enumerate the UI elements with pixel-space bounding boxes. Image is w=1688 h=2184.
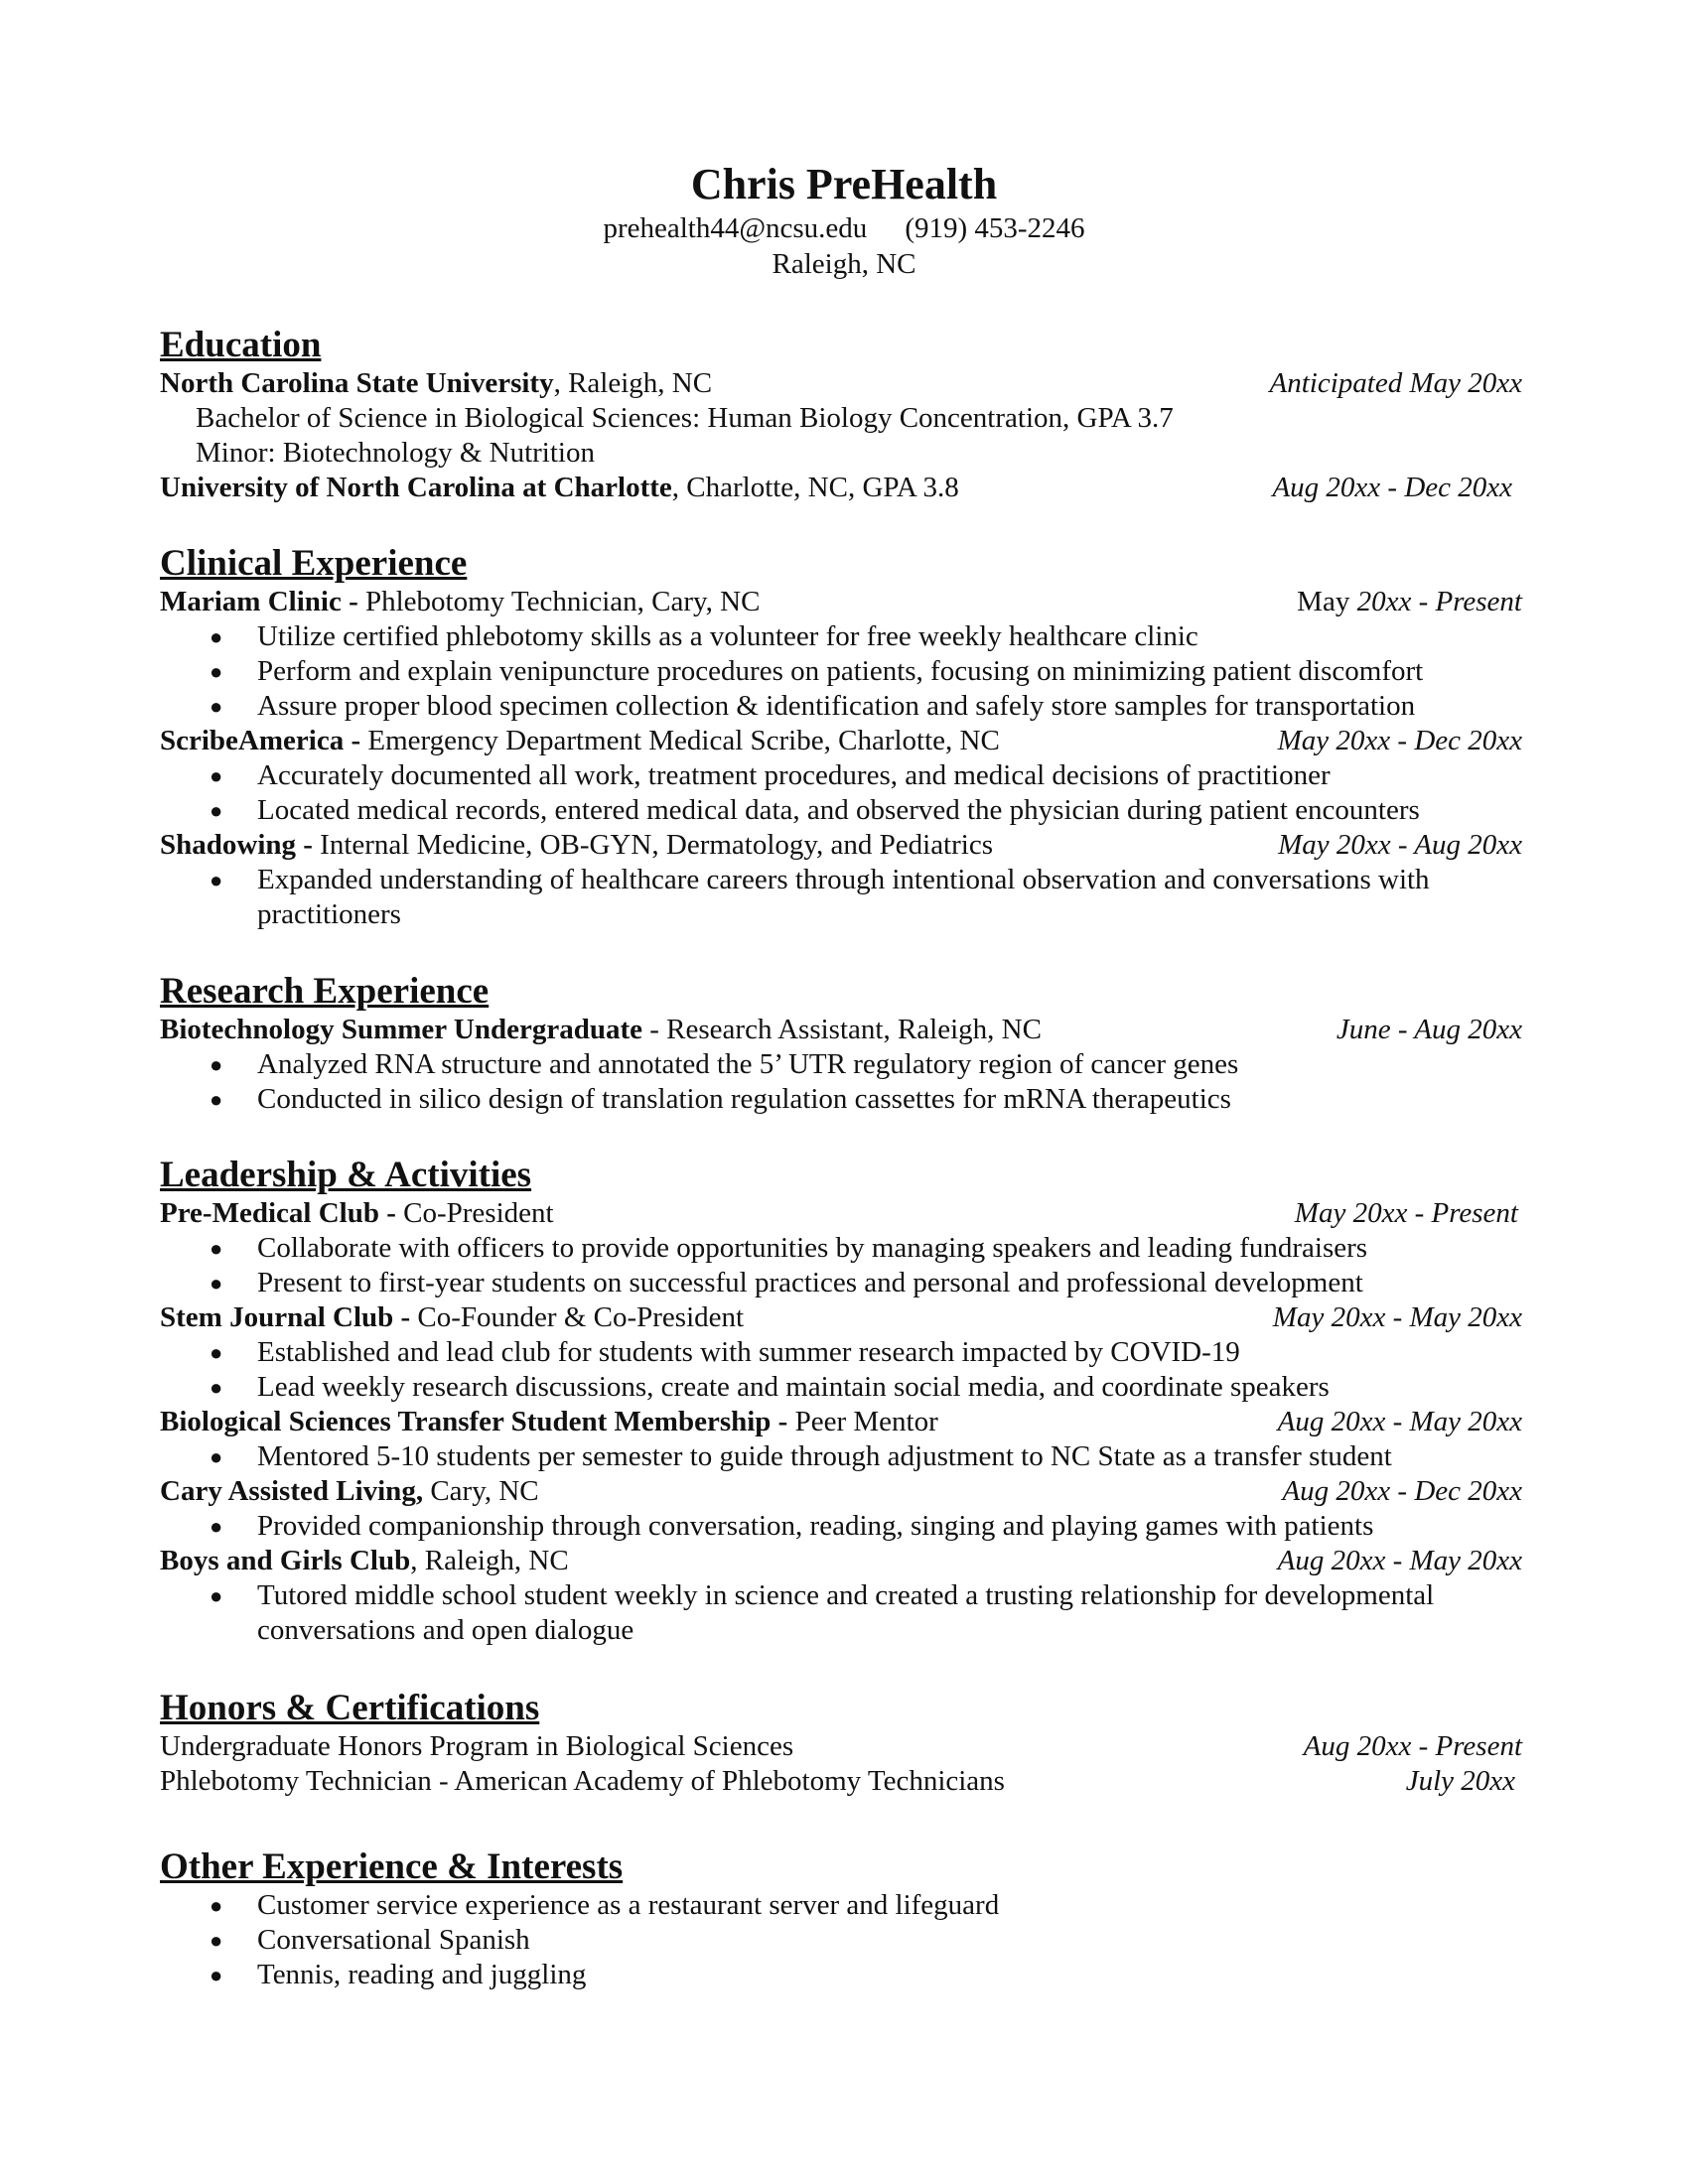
list-item: ● Tutored middle school student weekly in science and created a trusting relationship for developmental conversations and open dialogue (210, 1579, 1435, 1646)
section-title-honors: Honors & Certifications (160, 1688, 540, 1728)
email-link[interactable]: prehealth44@ncsu.edu (603, 212, 868, 244)
section-title-other: Other Experience & Interests (160, 1846, 624, 1887)
org-name: Biological Sciences Transfer Student Membership - (160, 1406, 788, 1437)
bullet-icon: ● (210, 1375, 223, 1400)
entry-boys-girls (160, 1544, 1522, 1578)
honor-item: Phlebotomy Technician - American Academy of Phlebotomy Technicians July 20xx (160, 1765, 1515, 1797)
entry-date: Aug 20xx - Present (1303, 1730, 1522, 1762)
entry-date: Anticipated May 20xx (1269, 367, 1522, 399)
bullet-icon: ● (210, 1340, 223, 1365)
bullet-icon: ● (210, 868, 223, 892)
entry-biotech (160, 1013, 1522, 1047)
role: Cary, NC (423, 1475, 539, 1507)
other-section (160, 1846, 1522, 1992)
school-name: University of North Carolina at Charlotte (160, 472, 672, 503)
list-item: ● Analyzed RNA structure and annotated the 5’ UTR regulatory region of cancer genes (210, 1048, 1239, 1080)
entry-stem (160, 1300, 1522, 1335)
section-title-clinical: Clinical Experience (160, 543, 468, 584)
leadership-section (160, 1155, 1522, 1648)
role: , Raleigh, NC (410, 1545, 569, 1576)
list-item: ● Assure proper blood specimen collection & identification and safely store samples for transportation (210, 690, 1416, 722)
bullet-icon: ● (210, 763, 223, 788)
list-item: ● Utilize certified phlebotomy skills as a volunteer for free weekly healthcare clinic (210, 620, 1198, 652)
entry-date: May 20xx - May 20xx (1272, 1301, 1522, 1333)
org-name: Cary Assisted Living, (160, 1475, 424, 1507)
entry-date: June - Aug 20xx (1336, 1014, 1522, 1045)
role: - Research Assistant, Raleigh, NC (642, 1014, 1042, 1045)
entry-date: May 20xx - Present (1294, 1197, 1518, 1229)
list-item: ● Collaborate with officers to provide opportunities by managing speakers and leading fundraisers (210, 1232, 1368, 1264)
bullet-icon: ● (210, 624, 223, 649)
role: Internal Medicine, OB-GYN, Dermatology, and Pediatrics (312, 829, 993, 861)
entry-ncsu (160, 366, 1522, 401)
role: Co-Founder & Co-President (410, 1301, 745, 1333)
org-name: Biotechnology Summer Undergraduate (160, 1014, 643, 1045)
list-item: ● Established and lead club for students with summer research impacted by COVID-19 (210, 1336, 1240, 1368)
honor-item: Undergraduate Honors Program in Biological Sciences Aug 20xx - Present (160, 1730, 1522, 1762)
list-item: ● Provided companionship through conversation, reading, singing and playing games with patients (210, 1510, 1374, 1542)
section-title-education: Education (160, 325, 322, 365)
list-item: ● Present to first-year students on successful practices and personal and professional development (210, 1267, 1363, 1298)
bullet-icon: ● (210, 1236, 223, 1261)
entry-date: May 20xx - Present (1297, 586, 1522, 617)
entry-date: Aug 20xx - Dec 20xx (1272, 472, 1512, 503)
location: Raleigh, NC (772, 248, 916, 280)
bullet-icon: ● (210, 1444, 223, 1469)
list-item: ● Tennis, reading and juggling (210, 1959, 587, 1990)
list-item: ● Expanded understanding of healthcare careers through intentional observation and conversations with practitioners (210, 864, 1430, 930)
candidate-name: Chris PreHealth (690, 160, 998, 208)
clinical-section (160, 543, 1522, 932)
bullet-icon: ● (210, 1963, 223, 1987)
list-item: ● Conversational Spanish (210, 1924, 530, 1956)
entry-date: Aug 20xx - Dec 20xx (1282, 1475, 1522, 1507)
entry-date: Aug 20xx - May 20xx (1277, 1406, 1522, 1437)
degree: Bachelor of Science in Biological Sciences: Human Biology Concentration, GPA 3.7 (196, 402, 1174, 434)
entry-mariam (160, 585, 1522, 619)
bullet-icon: ● (210, 798, 223, 823)
bullet-icon: ● (210, 1893, 223, 1918)
entry-date: July 20xx (1405, 1765, 1515, 1797)
honors-section (160, 1688, 1522, 1799)
bullet-icon: ● (210, 1928, 223, 1953)
org-name: Pre-Medical Club - (160, 1197, 396, 1229)
research-section (160, 971, 1522, 1117)
minor: Minor: Biotechnology & Nutrition (196, 437, 595, 469)
list-item: ● Perform and explain venipuncture procedures on patients, focusing on minimizing patient discomfort (210, 655, 1424, 687)
role: Phlebotomy Technician, Cary, NC (357, 586, 761, 617)
phone-number: (919) 453-2246 (905, 212, 1085, 244)
org-name: Stem Journal Club - (160, 1301, 411, 1333)
bullet-icon: ● (210, 694, 223, 719)
list-item: ● Lead weekly research discussions, create and maintain social media, and coordinate speakers (210, 1371, 1330, 1403)
bullet-icon: ● (210, 1271, 223, 1296)
role: Emergency Department Medical Scribe, Charlotte, NC (360, 725, 1000, 756)
entry-date: May 20xx - Dec 20xx (1277, 725, 1522, 756)
org-name: Boys and Girls Club (160, 1545, 411, 1576)
org-name: Shadowing - (160, 829, 313, 861)
bullet-icon: ● (210, 659, 223, 684)
bullet-icon: ● (210, 1514, 223, 1539)
entry-uncc (160, 471, 1522, 505)
bullet-icon: ● (210, 1052, 223, 1077)
list-item: ● Accurately documented all work, treatment procedures, and medical decisions of practitioner (210, 759, 1331, 791)
org-name: ScribeAmerica - (160, 725, 361, 756)
bullet-icon: ● (210, 1583, 223, 1608)
entry-date: Aug 20xx - May 20xx (1277, 1545, 1522, 1576)
contact-block (0, 210, 1688, 282)
entry-premed (160, 1196, 1522, 1231)
role: Co-President (395, 1197, 554, 1229)
school-location: , Charlotte, NC, GPA 3.8 (671, 472, 959, 503)
section-title-research: Research Experience (160, 971, 490, 1012)
entry-scribe (160, 724, 1522, 758)
list-item: ● Conducted in silico design of translation regulation cassettes for mRNA therapeutics (210, 1083, 1231, 1115)
school-name: North Carolina State University (160, 367, 554, 399)
entry-cary (160, 1474, 1522, 1509)
list-item: ● Located medical records, entered medical data, and observed the physician during patient encounters (210, 794, 1420, 826)
entry-shadowing (160, 828, 1522, 863)
section-title-leadership: Leadership & Activities (160, 1155, 532, 1195)
school-location: , Raleigh, NC (553, 367, 713, 399)
education-section (160, 325, 1522, 505)
list-item: ● Mentored 5-10 students per semester to guide through adjustment to NC State as a transfer student (210, 1440, 1392, 1472)
list-item: ● Customer service experience as a restaurant server and lifeguard (210, 1889, 1000, 1921)
role: Peer Mentor (787, 1406, 938, 1437)
bullet-icon: ● (210, 1087, 223, 1112)
entry-transfer (160, 1405, 1522, 1439)
entry-date: May 20xx - Aug 20xx (1278, 829, 1522, 861)
org-name: Mariam Clinic - (160, 586, 358, 617)
